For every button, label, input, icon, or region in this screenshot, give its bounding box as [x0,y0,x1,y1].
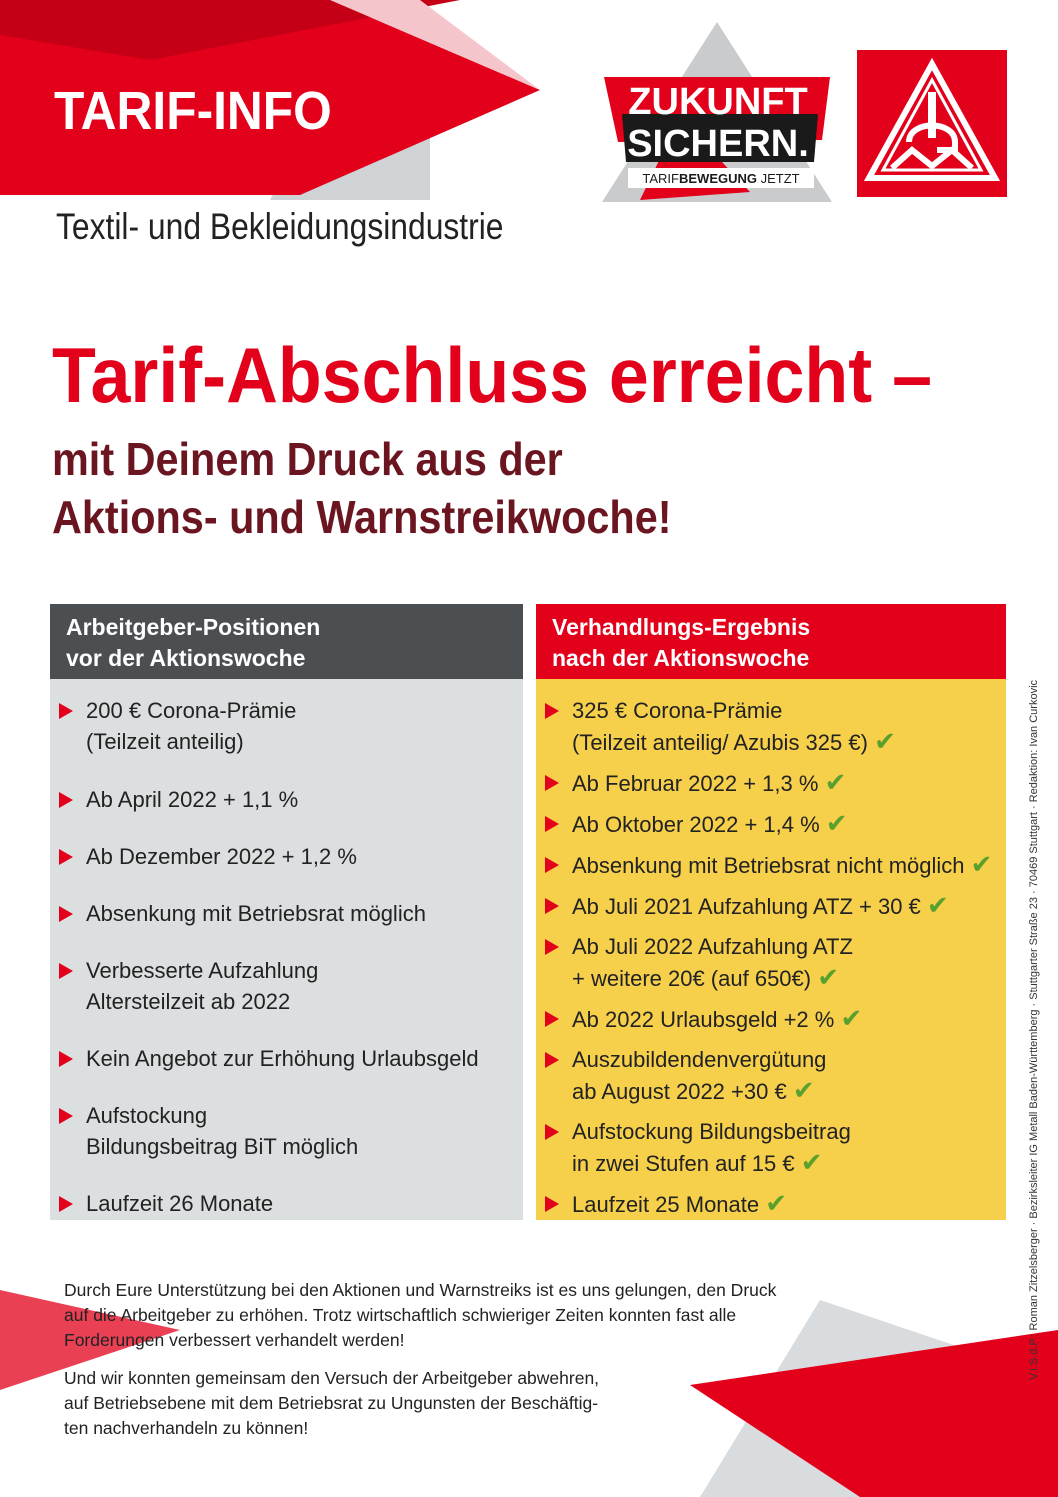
employer-positions-column [50,604,523,1220]
list-item: Kein Angebot zur Erhöhung Urlaubsgeld [50,1043,523,1074]
check-icon: ✔ [800,1147,823,1177]
list-item: Absenkung mit Betriebsrat möglich [50,898,523,929]
employer-positions-list [50,679,523,1220]
negotiation-result-column [536,604,1006,1220]
list-item: Ab Juli 2022 Aufzahlung ATZ + weitere 20€ (auf 650€) ✔ [536,931,1006,994]
check-icon: ✔ [824,767,847,797]
employer-positions-header [50,604,523,679]
bullet-triangle-icon [59,963,73,979]
list-item: Ab Dezember 2022 + 1,2 % [50,841,523,872]
list-item: 325 € Corona-Prämie (Teilzeit anteilig/ Azubis 325 €) ✔ [536,695,1006,758]
bullet-triangle-icon [59,906,73,922]
check-icon: ✔ [970,849,993,879]
bullet-triangle-icon [59,1051,73,1067]
check-icon: ✔ [874,726,896,756]
bullet-triangle-icon [545,1196,559,1212]
body-paragraph-1: Durch Eure Unterstützung bei den Aktionen und Warnstreiks ist es uns gelungen, den Druck auf die Arbeitgeber zu erhöhen. Trotz wirtschaftlich schwieriger Zeiten konnten fast alle Forderungen verbessert verhandelt werden! [64,1280,777,1350]
list-item: Ab Februar 2022 + 1,3 % ✔ [536,767,1006,799]
bullet-triangle-icon [545,1124,559,1140]
check-icon: ✔ [817,962,840,992]
main-headline: Tarif-Abschluss erreicht – [52,331,933,419]
list-item: Auszubildendenvergütung ab August 2022 +30 € ✔ [536,1044,1006,1107]
tarif-info-label: TARIF-INFO [54,81,332,141]
bullet-triangle-icon [545,1011,559,1027]
legal-credit: V.i.S.d.P.: Roman Zitzelsberger · Bezirksleiter IG Metall Baden-Württemberg · Stuttgarter Straße 23 · 70469 Stuttgart · Redaktion: Ivan Curkovic [1028,679,1040,1380]
industry-subtitle: Textil- und Bekleidungsindustrie [56,206,504,247]
bullet-triangle-icon [59,792,73,808]
list-item: Ab Juli 2021 Aufzahlung ATZ + 30 € ✔ [536,890,1006,922]
list-item: Laufzeit 25 Monate ✔ [536,1188,1006,1220]
list-item: 200 € Corona-Prämie (Teilzeit anteilig) [50,695,523,757]
sub-headline-line-1: mit Deinem Druck aus der [52,433,563,485]
zukunft-sichern-logo [600,22,835,212]
svg-text:SICHERN.: SICHERN. [627,123,809,165]
list-item: Ab 2022 Urlaubsgeld +2 % ✔ [536,1003,1006,1035]
list-item: Verbesserte Aufzahlung Altersteilzeit ab 2022 [50,955,523,1017]
bullet-triangle-icon [545,1052,559,1068]
negotiation-result-list [536,679,1006,1220]
sub-headline [52,430,672,546]
list-item: Ab Oktober 2022 + 1,4 % ✔ [536,808,1006,840]
list-item: Aufstockung Bildungsbeitrag BiT möglich [50,1100,523,1162]
body-paragraph-2: Und wir konnten gemeinsam den Versuch der Arbeitgeber abwehren, auf Betriebsebene mit dem Betriebsrat zu Ungunsten der Beschäftig- ten nachverhandeln zu können! [64,1368,600,1438]
bullet-triangle-icon [545,775,559,791]
list-item: Laufzeit 26 Monate [50,1188,523,1219]
bullet-triangle-icon [545,816,559,832]
igm-triangle-logo-icon [857,50,1007,197]
svg-text:TARIFBEWEGUNG JETZT: TARIFBEWEGUNG JETZT [642,171,800,186]
employer-positions-title-line-2: vor der Aktionswoche [66,645,306,671]
list-item: Absenkung mit Betriebsrat nicht möglich ✔ [536,849,1006,881]
bullet-triangle-icon [59,703,73,719]
negotiation-result-title-line-2: nach der Aktionswoche [552,645,810,671]
bullet-triangle-icon [59,849,73,865]
list-item: Aufstockung Bildungsbeitrag in zwei Stufen auf 15 € ✔ [536,1116,1006,1179]
sub-headline-line-2: Aktions- und Warnstreikwoche! [52,491,672,543]
negotiation-result-title-line-1: Verhandlungs-Ergebnis [552,614,811,640]
check-icon: ✔ [926,890,949,920]
bullet-triangle-icon [545,939,559,955]
negotiation-result-header [536,604,1006,679]
bullet-triangle-icon [545,857,559,873]
svg-text:ZUKUNFT: ZUKUNFT [628,81,808,123]
check-icon: ✔ [792,1075,815,1105]
employer-positions-title-line-1: Arbeitgeber-Positionen [66,614,321,640]
check-icon: ✔ [825,808,848,838]
bullet-triangle-icon [545,898,559,914]
bullet-triangle-icon [59,1108,73,1124]
check-icon: ✔ [765,1188,788,1218]
list-item: Ab April 2022 + 1,1 % [50,784,523,815]
bullet-triangle-icon [59,1196,73,1212]
check-icon: ✔ [840,1003,863,1033]
bullet-triangle-icon [545,703,559,719]
